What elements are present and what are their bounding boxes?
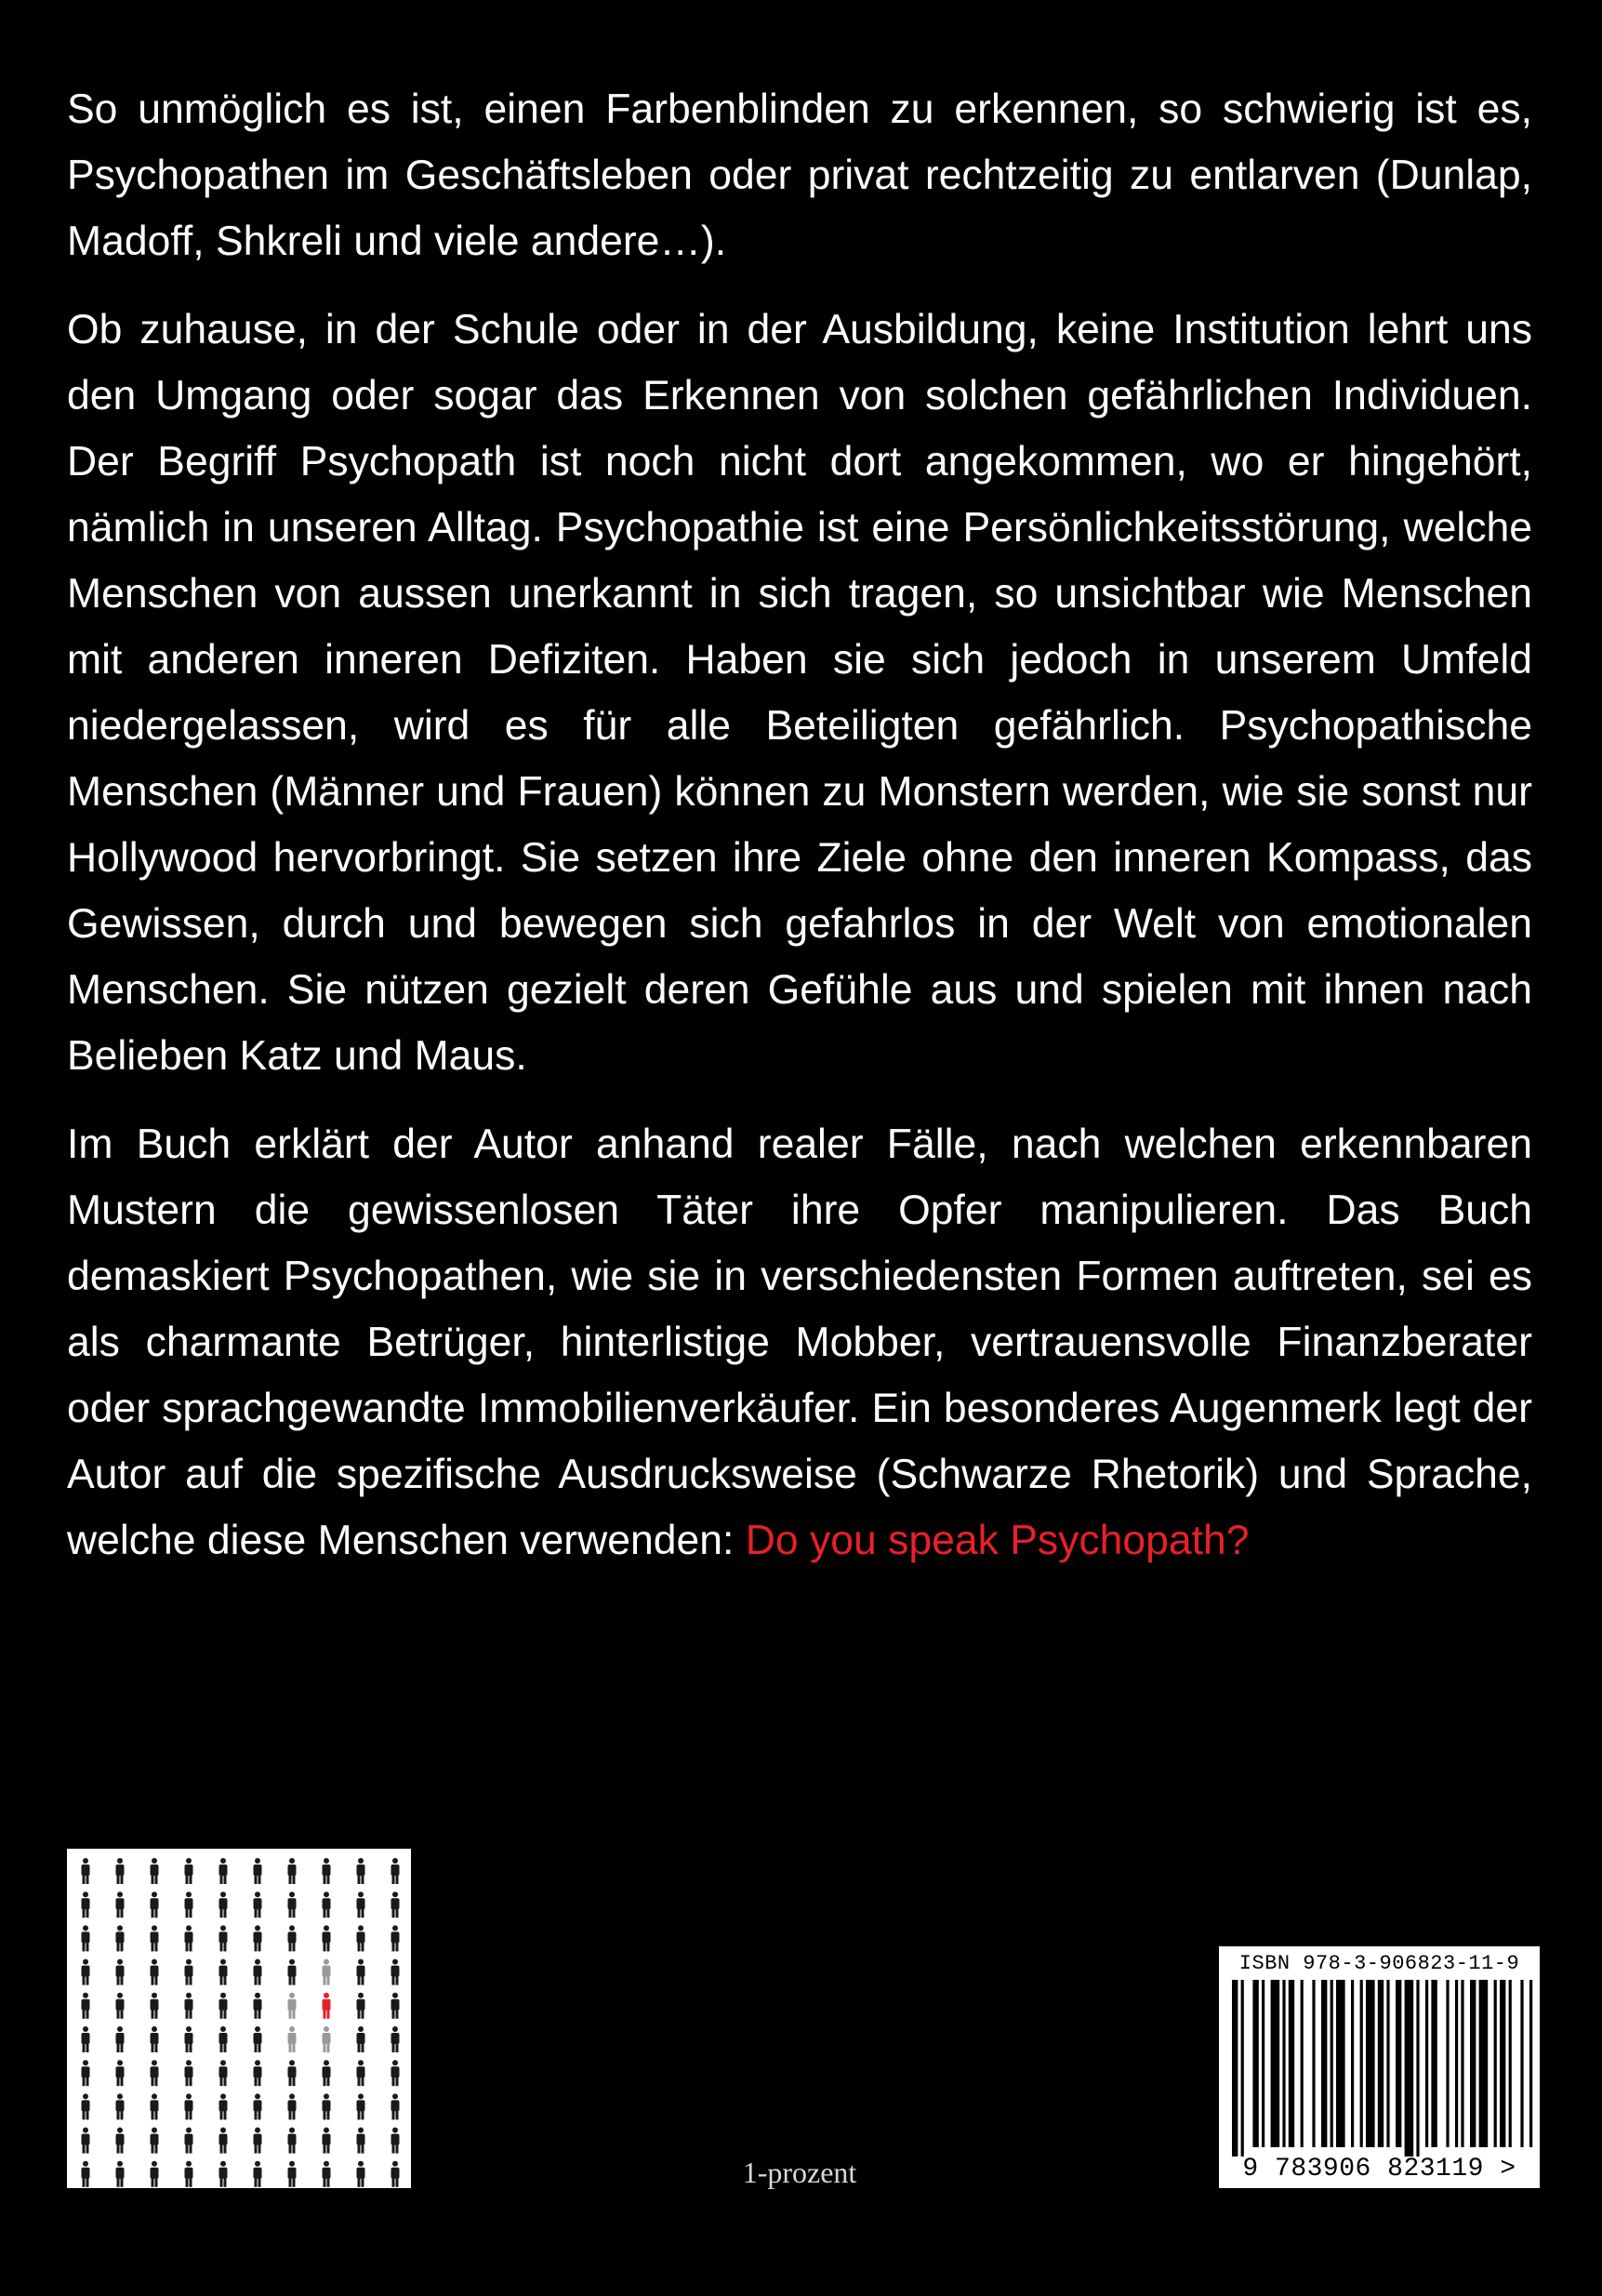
person-figure [116,1891,125,1918]
person-figure [357,1891,365,1918]
person-figure [357,2161,365,2187]
barcode-bar [1461,1980,1463,2147]
person-figure [219,2093,228,2119]
person-figure [82,2128,90,2154]
person-figure [219,1993,228,2019]
person-figure [254,1993,262,2019]
person-figure [323,1858,331,1884]
barcode-bar [1431,1980,1437,2147]
person-figure [151,2026,159,2052]
person-figure [151,1858,159,1884]
person-figure [254,2161,262,2187]
person-figure [323,1959,331,1985]
barcode-bar [1366,1980,1375,2147]
person-figure [185,2128,193,2154]
people-grid-graphic [67,1849,411,2188]
person-figure [116,1993,125,2019]
person-figure [82,2161,90,2187]
person-figure [82,1925,90,1951]
person-figure [323,2060,331,2086]
person-figure [219,2161,228,2187]
person-figure [219,1959,228,1985]
person-figure [391,2026,400,2052]
person-figure [151,2093,159,2119]
person-figure [116,2060,125,2086]
person-figure [391,1959,400,1985]
barcode-bar [1386,1980,1389,2147]
person-figure [357,2128,365,2154]
person-figure [185,1993,193,2019]
person-figure [391,2093,400,2119]
person-figure [82,1858,90,1884]
person-figure [254,1959,262,1985]
person-figure [323,2128,331,2154]
person-figure [116,2093,125,2119]
barcode-bar [1331,1980,1333,2147]
barcode-bars [1225,1980,1534,2157]
barcode-bar [1312,1980,1315,2147]
person-figure [185,1959,193,1985]
people-grid-svg [67,1849,411,2188]
person-figure [323,1891,331,1918]
barcode-bar [1351,1980,1354,2147]
highlight-phrase: Do you speak Psychopath? [745,1518,1250,1563]
person-figure [288,1925,297,1951]
person-figure [185,2060,193,2086]
person-figure [116,2026,125,2052]
person-figure [254,2060,262,2086]
person-figure [288,1993,297,2019]
person-figure [151,2128,159,2154]
person-figure [357,1993,365,2019]
person-figure [185,1858,193,1884]
barcode-bar [1336,1980,1345,2147]
person-figure [151,2161,159,2187]
person-figure [82,2060,90,2086]
person-figure [254,2128,262,2154]
person-figure [151,2060,159,2086]
person-figure [219,1858,228,1884]
person-figure [151,1959,159,1985]
person-figure [288,2093,297,2119]
person-figure [82,1993,90,2019]
person-figure [288,1959,297,1985]
person-figure [219,1891,228,1918]
person-figure [323,1925,331,1951]
person-figure [219,2128,228,2154]
isbn-label: ISBN 978-3-906823-11-9 [1238,1952,1520,1975]
person-figure [357,2060,365,2086]
person-figure [219,2060,228,2086]
publisher-name: 1-prozent [742,2156,857,2189]
barcode-bar [1455,1980,1458,2147]
person-figure [151,1925,159,1951]
barcode-bar [1416,1980,1419,2157]
barcode-bar [1301,1980,1304,2147]
barcode-bar [1396,1980,1401,2147]
person-figure [185,2026,193,2052]
person-figure [254,2026,262,2052]
ean-digits: 9 783906 823119 > [1242,2155,1516,2183]
person-figure [116,1925,125,1951]
person-figure [116,2161,125,2187]
person-figure [185,1925,193,1951]
person-figure [82,1959,90,1985]
person-figure [323,2093,331,2119]
isbn-barcode [1219,1946,1540,2188]
person-figure [391,1925,400,1951]
person-figure [357,1959,365,1985]
person-figure [219,1925,228,1951]
person-figure [288,2060,297,2086]
person-figure [391,1993,400,2019]
blurb-text [67,76,1532,1596]
barcode-bar [1232,1980,1238,2157]
barcode-bar [1282,1980,1285,2147]
person-figure [82,1891,90,1918]
barcode-bar [1271,1980,1280,2147]
person-figure [391,1891,400,1918]
barcode-bar [1470,1980,1476,2147]
person-figure [151,1891,159,1918]
person-figure [82,2093,90,2119]
barcode-bar [1520,1980,1523,2147]
person-figure [116,1858,125,1884]
person-figure [254,1858,262,1884]
person-figure [391,1858,400,1884]
barcode-bar [1252,1980,1258,2147]
person-figure [323,1993,331,2019]
paragraph-1: So unmöglich es ist, einen Farbenblinden zu erkennen, so schwierig ist es, Psychopathen im Geschäftsleben oder privat rechtzeitig zu entlarven (Dunlap, Madoff, Shkreli und viele andere…). [67,86,1532,264]
barcode-bar [1378,1980,1384,2147]
person-figure [323,2161,331,2187]
person-figure [288,2128,297,2154]
barcode-bar [1500,1980,1505,2147]
barcode-bar [1446,1980,1449,2147]
person-figure [391,2161,400,2187]
person-figure [288,1891,297,1918]
person-figure [288,1858,297,1884]
person-figure [288,2026,297,2052]
barcode-bar [1289,1980,1294,2147]
barcode-bar [1360,1980,1363,2147]
person-figure [391,2128,400,2154]
person-figure [357,2026,365,2052]
person-figure [288,2161,297,2187]
person-figure [323,2026,331,2052]
person-figure [185,2161,193,2187]
paragraph-3 [67,1111,1532,1573]
person-figure [357,1858,365,1884]
person-figure [357,1925,365,1951]
barcode-bar [1425,1980,1428,2147]
barcode-bar [1509,1980,1512,2147]
barcode-bar [1321,1980,1327,2147]
person-figure [254,1925,262,1951]
barcode-bar [1494,1980,1497,2147]
person-figure [185,1891,193,1918]
person-figure [116,1959,125,1985]
barcode-bar [1479,1980,1489,2147]
paragraph-2: Ob zuhause, in der Schule oder in der Ausbildung, keine Institution lehrt uns den Umgang oder sogar das Erkennen von solchen gefährlichen Individuen. Der Begriff Psychopath ist noch nicht dort angekommen, wo er hingehört, nämlich in unseren Alltag. Psychopathie ist eine Persönlichkeitsstörung, welche Menschen von aussen unerkannt in sich tragen, so unsichtbar wie Menschen mit anderen inneren Defiziten. Haben sie sich jedoch in unserem Umfeld niedergelassen, wird es für alle Beteiligten gefährlich. Psychopathische Menschen (Männer und Frauen) können zu Monstern werden, wie sie sonst nur Hollywood hervorbringt. Sie setzen ihre Ziele ohne den inneren Kompass, das Gewissen, durch und bewegen sich gefahrlos in der Welt von emotionalen Menschen. Sie nützen gezielt deren Gefühle aus und spielen mit ihnen nach Belieben Katz und Maus. [67,307,1532,1079]
person-figure [219,2026,228,2052]
barcode-bar [1241,1980,1244,2157]
person-figure [82,2026,90,2052]
person-figure [357,2093,365,2119]
barcode-bar [1529,1980,1532,2147]
person-figure [116,2128,125,2154]
barcode-bar [1405,1980,1414,2157]
paragraph-3-text: Im Buch erklärt der Autor anhand realer Fälle, nach welchen erkennbaren Mustern die gewissenlosen Täter ihre Opfer manipulieren. Das Buch demaskiert Psychopathen, wie sie in verschiedensten Formen auftreten, sei es als charmante Betrüger, hinterlistige Mobber, vertrauensvolle Finanzberater oder sprachgewandte Immobilienverkäufer. Ein besonderes Augenmerk legt der Autor auf die spezifische Ausdrucksweise (Schwarze Rhetorik) und Sprache, welche diese Menschen verwenden: [67,1121,1532,1563]
person-figure [254,2093,262,2119]
person-figure [254,1891,262,1918]
person-figure [391,2060,400,2086]
person-figure [185,2093,193,2119]
barcode-bar [1262,1980,1264,2147]
person-figure [151,1993,159,2019]
